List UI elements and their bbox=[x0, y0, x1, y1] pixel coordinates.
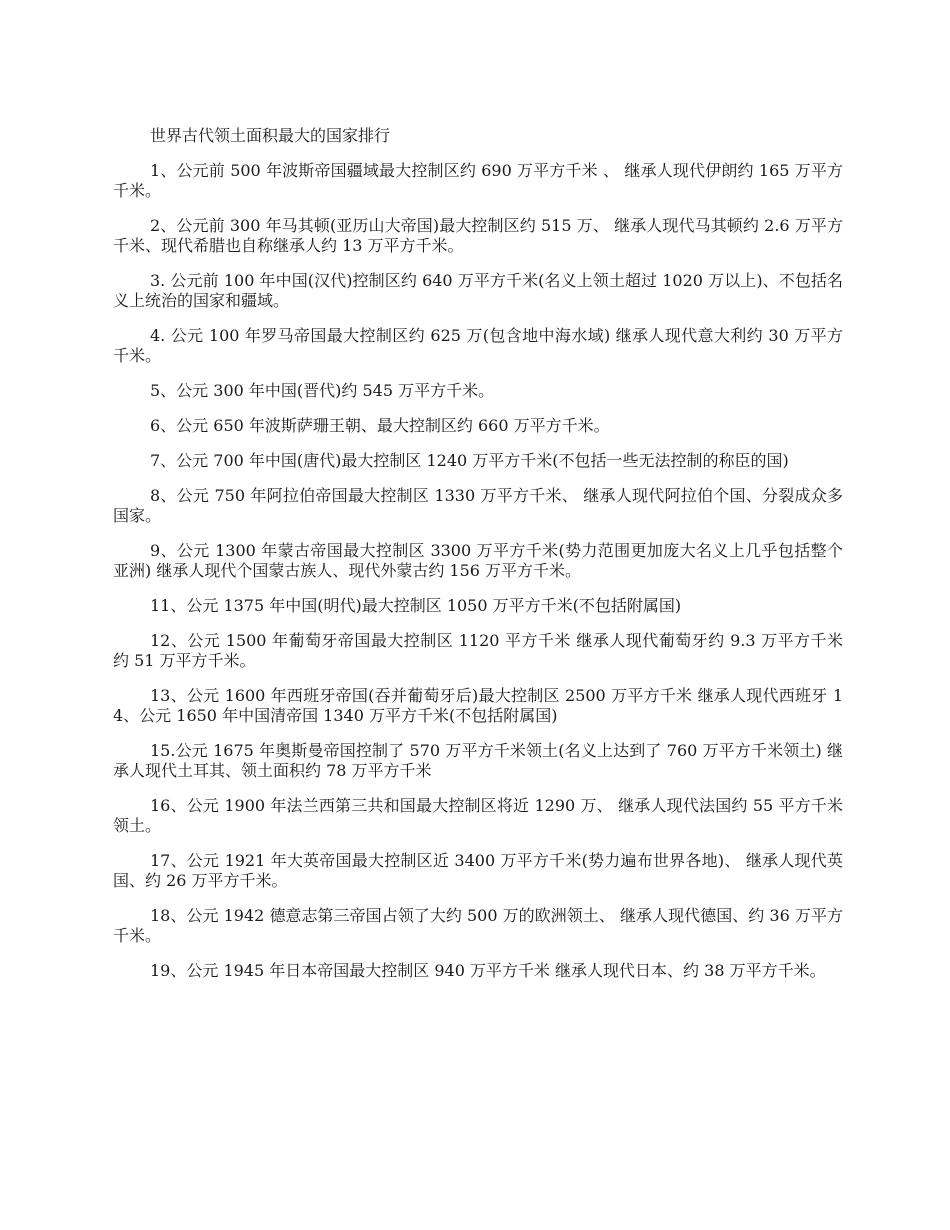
paragraph-9: 9、公元 1300 年蒙古帝国最大控制区 3300 万平方千米(势力范围更加庞大名义上几乎包括整个亚洲) 继承人现代个国蒙古族人、现代外蒙古约 156 万平方千米。 bbox=[113, 541, 843, 580]
paragraph-11: 11、公元 1375 年中国(明代)最大控制区 1050 万平方千米(不包括附属国) bbox=[150, 596, 682, 615]
paragraph-7: 7、公元 700 年中国(唐代)最大控制区 1240 万平方千米(不包括一些无法控制的称臣的国) bbox=[150, 451, 789, 470]
paragraph-19: 19、公元 1945 年日本帝国最大控制区 940 万平方千米 继承人现代日本、约 38 万平方千米。 bbox=[150, 961, 826, 980]
paragraph-5: 5、公元 300 年中国(晋代)约 545 万平方千米。 bbox=[150, 381, 495, 400]
paragraph-12: 12、公元 1500 年葡萄牙帝国最大控制区 1120 平方千米 继承人现代葡萄牙约 9.3 万平方千米 约 51 万平方千米。 bbox=[113, 631, 843, 670]
paragraph-1: 1、公元前 500 年波斯帝国疆域最大控制区约 690 万平方千米 、 继承人现代伊朗约 165 万平方千米。 bbox=[113, 161, 843, 200]
document-page bbox=[113, 126, 843, 996]
document-title: 世界古代领土面积最大的国家排行 bbox=[150, 126, 391, 145]
paragraph-4: 4. 公元 100 年罗马帝国最大控制区约 625 万(包含地中海水域) 继承人现代意大利约 30 万平方千米。 bbox=[113, 326, 843, 365]
paragraph-8: 8、公元 750 年阿拉伯帝国最大控制区 1330 万平方千米、 继承人现代阿拉伯个国、分裂成众多国家。 bbox=[113, 486, 843, 525]
paragraph-18: 18、公元 1942 德意志第三帝国占领了大约 500 万的欧洲领土、 继承人现代德国、约 36 万平方千米。 bbox=[113, 906, 843, 945]
paragraph-2: 2、公元前 300 年马其顿(亚历山大帝国)最大控制区约 515 万、 继承人现代马其顿约 2.6 万平方千米、现代希腊也自称继承人约 13 万平方千米。 bbox=[113, 216, 843, 255]
paragraph-15: 15.公元 1675 年奥斯曼帝国控制了 570 万平方千米领土(名义上达到了 760 万平方千米领土) 继承人现代土耳其、领土面积约 78 万平方千米 bbox=[113, 741, 843, 780]
paragraph-17: 17、公元 1921 年大英帝国最大控制区近 3400 万平方千米(势力遍布世界各地)、 继承人现代英国、约 26 万平方千米。 bbox=[113, 851, 843, 890]
paragraph-3: 3. 公元前 100 年中国(汉代)控制区约 640 万平方千米(名义上领土超过 1020 万以上)、不包括名义上统治的国家和疆域。 bbox=[113, 271, 843, 310]
paragraph-13: 13、公元 1600 年西班牙帝国(吞并葡萄牙后)最大控制区 2500 万平方千米 继承人现代西班牙 14、公元 1650 年中国清帝国 1340 万平方千米(不包括附属国) bbox=[113, 686, 843, 725]
paragraph-6: 6、公元 650 年波斯萨珊王朝、最大控制区约 660 万平方千米。 bbox=[150, 416, 610, 435]
paragraph-16: 16、公元 1900 年法兰西第三共和国最大控制区将近 1290 万、 继承人现代法国约 55 平方千米领土。 bbox=[113, 796, 843, 835]
